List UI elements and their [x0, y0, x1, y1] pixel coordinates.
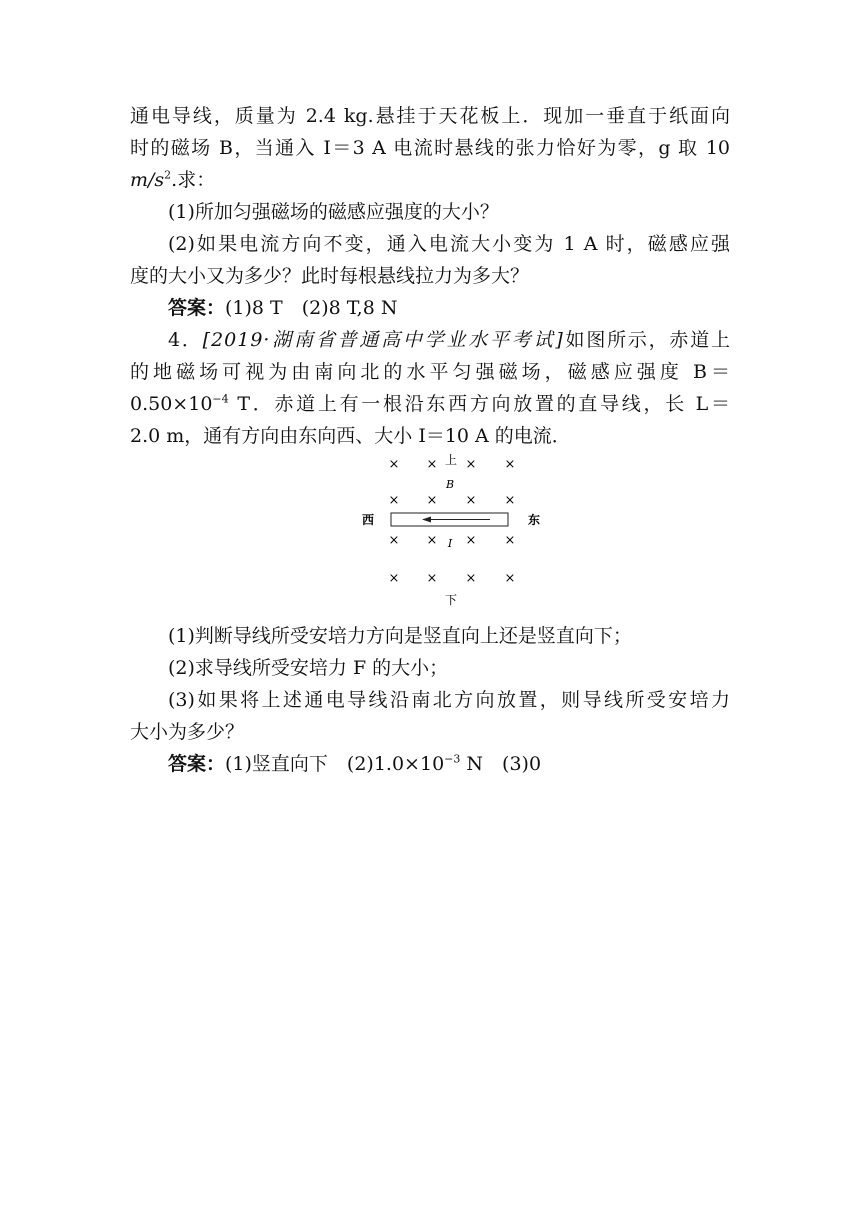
cross-mark: × [504, 457, 516, 472]
document-page [130, 100, 730, 780]
cross-mark: × [465, 493, 477, 508]
label-west: 西 [361, 513, 375, 527]
figure-svg [130, 452, 730, 620]
problem4-line3-b: T．赤道上有一根沿东西方向放置的直导线，长 L＝ [228, 393, 730, 415]
cross-mark: × [426, 457, 438, 472]
problem4-answer [130, 748, 730, 780]
cross-mark: × [388, 457, 400, 472]
problem3-answer [130, 292, 730, 324]
current-arrow-head [422, 517, 431, 523]
cross-mark: × [388, 533, 400, 548]
problem3-line2: 时的磁场 B，当通入 I＝3 A 电流时悬线的张力恰好为零，g 取 10 [130, 137, 730, 159]
answer-label: 答案： [168, 297, 226, 319]
problem4-line4: 2.0 m，通有方向由东向西、大小 I＝10 A 的电流． [130, 425, 571, 447]
problem4-question3-line2: 大小为多少？ [130, 721, 245, 743]
cross-mark: × [504, 571, 516, 586]
problem3-line1: 通电导线，质量为 2.4 kg.悬挂于天花板上．现加一垂直于纸面向 [130, 105, 730, 127]
cross-mark: × [388, 571, 400, 586]
problem3-unit-exponent: 2 [164, 168, 172, 182]
problem4-question1: (1)判断导线所受安培力方向是竖直向上还是竖直向下； [168, 625, 632, 647]
problem4-line3 [130, 388, 730, 420]
problem3-line3 [130, 164, 730, 196]
answer-label: 答案： [168, 753, 226, 775]
label-b: B [445, 478, 455, 491]
problem4-question3-line1: (3)如果将上述通电导线沿南北方向放置，则导线所受安培力 [168, 689, 730, 711]
cross-mark: × [504, 493, 516, 508]
cross-mark: × [465, 571, 477, 586]
problem4-line1 [130, 324, 730, 356]
label-up: 上 [444, 453, 458, 467]
cross-mark: × [426, 493, 438, 508]
problem4-line3-exponent: −4 [212, 392, 229, 406]
problem4-number: 4． [168, 329, 203, 351]
problem4-question2: (2)求导线所受安培力 F 的大小； [168, 657, 449, 679]
problem3-question2-line1: (2)如果电流方向不变，通入电流大小变为 1 A 时，磁感应强 [168, 233, 730, 255]
label-i: I [447, 537, 453, 550]
problem4-answer-b: N (3)0 [460, 753, 542, 775]
cross-mark: × [465, 533, 477, 548]
problem4-line2: 的地磁场可视为由南向北的水平匀强磁场，磁感应强度 B＝ [130, 361, 730, 383]
problem3-unit: m/s [130, 169, 165, 191]
problem3-line3-rest: .求： [171, 169, 216, 191]
problem3-answer-text: (1)8 T (2)8 T,8 N [225, 297, 398, 319]
cross-mark: × [388, 493, 400, 508]
problem3-question2-line2: 度的大小又为多少？此时每根悬线拉力为多大？ [130, 265, 530, 287]
problem4-answer-a: (1)竖直向下 (2)1.0×10 [225, 753, 445, 775]
problem4-line3-a: 0.50×10 [130, 393, 213, 415]
problem4-source: [2019·湖南省普通高中学业水平考试] [202, 329, 564, 351]
cross-mark: × [426, 533, 438, 548]
magnetic-field-figure [130, 452, 730, 620]
cross-mark: × [465, 457, 477, 472]
label-down: 下 [444, 593, 458, 607]
problem4-line1-rest: 如图所示，赤道上 [563, 329, 730, 351]
cross-mark: × [504, 533, 516, 548]
problem4-answer-exponent: −3 [444, 752, 461, 766]
cross-mark: × [426, 571, 438, 586]
label-east: 东 [527, 513, 541, 527]
problem3-question1: (1)所加匀强磁场的磁感应强度的大小？ [168, 201, 499, 223]
